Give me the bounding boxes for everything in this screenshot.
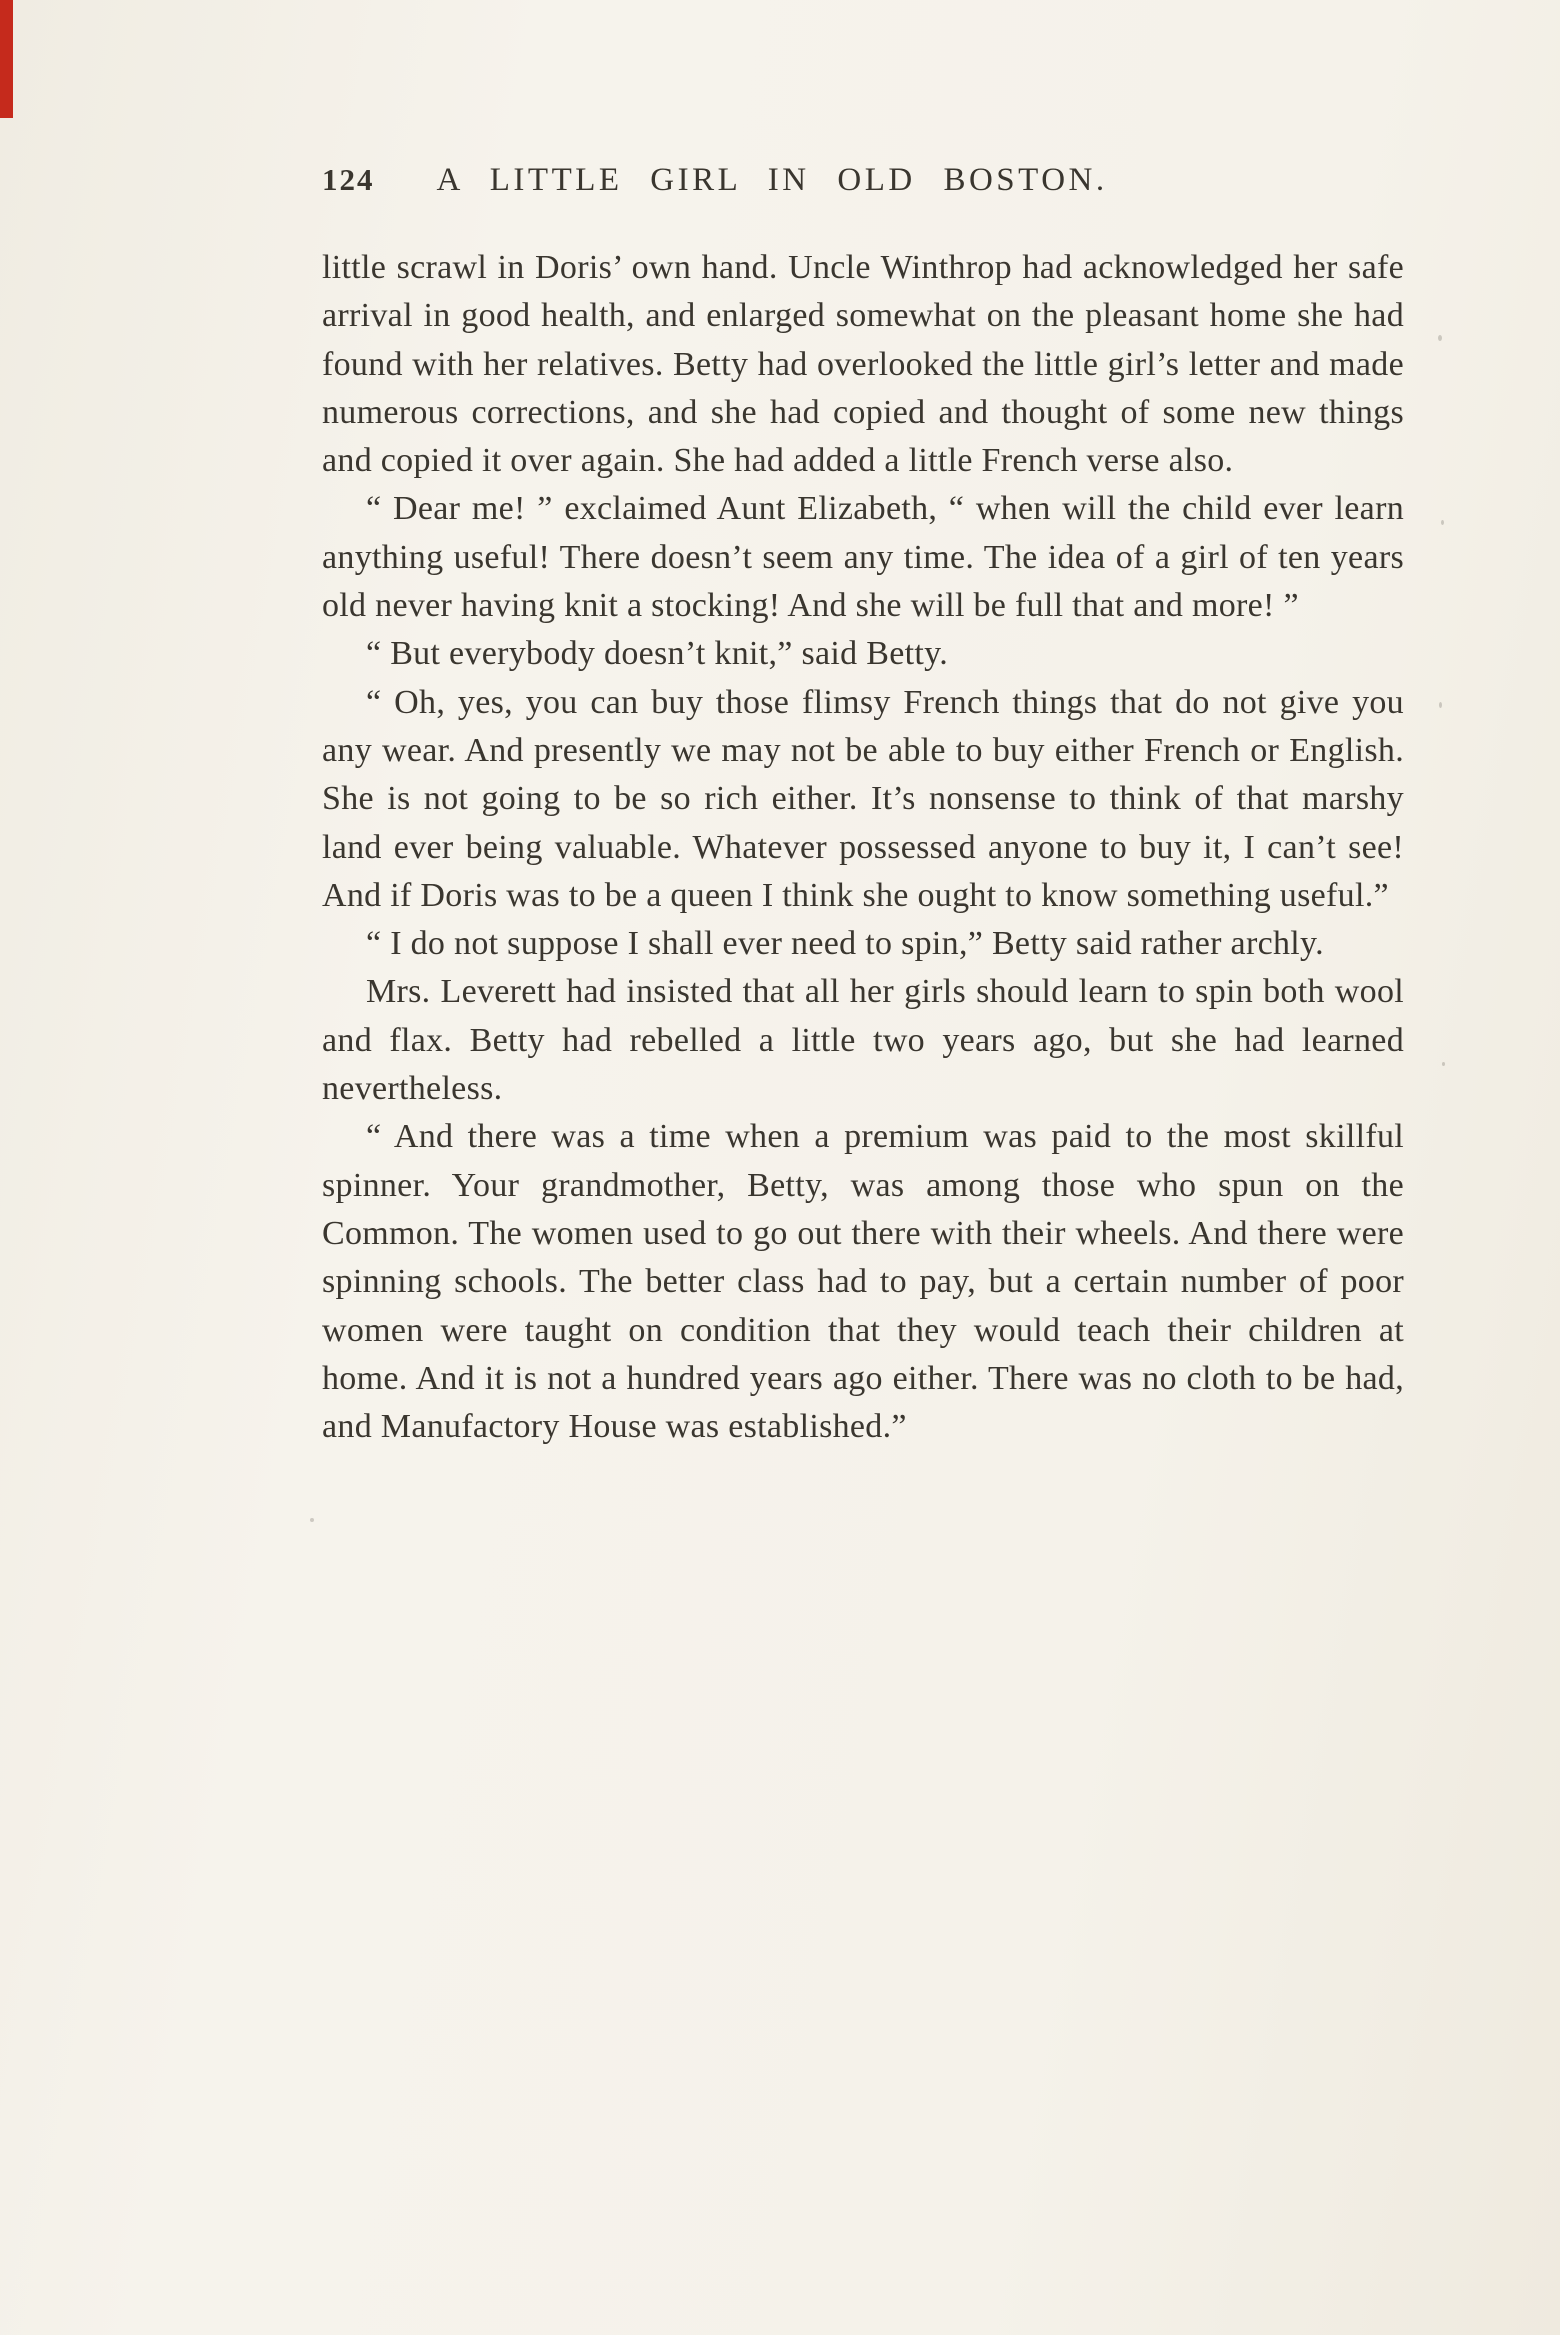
paragraph-3: “ But everybody doesn’t knit,” said Betty. — [366, 635, 948, 673]
page-header — [322, 162, 1402, 199]
body-text — [322, 244, 1404, 1451]
scan-speck — [1442, 1062, 1445, 1066]
paragraph-5: “ I do not suppose I shall ever need to spin,” Betty said rather archly. — [366, 925, 1324, 963]
paragraph-4: “ Oh, yes, you can buy those flimsy French things that do not give you any wear. And presently we may not be able to buy either French or English. She is not going to be so rich either. It’s nonsense to think of that marshy land ever being valuable. Whatever possessed anyone to buy it, I can’t see! And if Doris was to be a queen I think she ought to know something useful.” — [322, 683, 1404, 914]
scan-speck — [1438, 335, 1442, 341]
scan-speck — [1441, 520, 1444, 525]
page-number: 124 — [322, 162, 375, 197]
scan-speck — [310, 1518, 314, 1522]
paragraph-2: “ Dear me! ” exclaimed Aunt Elizabeth, “ when will the child ever learn anything useful! There doesn’t seem any time. The idea of a girl of ten years old never having knit a stocking! And she will be full that and more! ” — [322, 490, 1404, 625]
scan-speck — [1439, 702, 1442, 708]
paragraph-1: little scrawl in Doris’ own hand. Uncle Winthrop had acknowledged her safe arrival in good health, and enlarged somewhat on the pleasant home she had found with her relatives. Betty had overlooked the little girl’s letter and made numerous corrections, and she had copied and thought of some new things and copied it over again. She had added a little French verse also. — [322, 249, 1404, 480]
paragraph-7: “ And there was a time when a premium was paid to the most skillful spinner. Your grandmother, Betty, was among those who spun on the Common. The women used to go out there with their wheels. And there were spinning schools. The better class had to pay, but a certain number of poor women were taught on condition that they would teach their children at home. And it is not a hundred years ago either. There was no cloth to be had, and Manufactory House was established.” — [322, 1118, 1404, 1446]
scan-red-edge-mark — [0, 0, 13, 118]
running-title: A LITTLE GIRL IN OLD BOSTON. — [436, 162, 1108, 198]
paragraph-6: Mrs. Leverett had insisted that all her girls should learn to spin both wool and flax. Betty had rebelled a little two years ago, but she had learned nevertheless. — [322, 973, 1404, 1108]
